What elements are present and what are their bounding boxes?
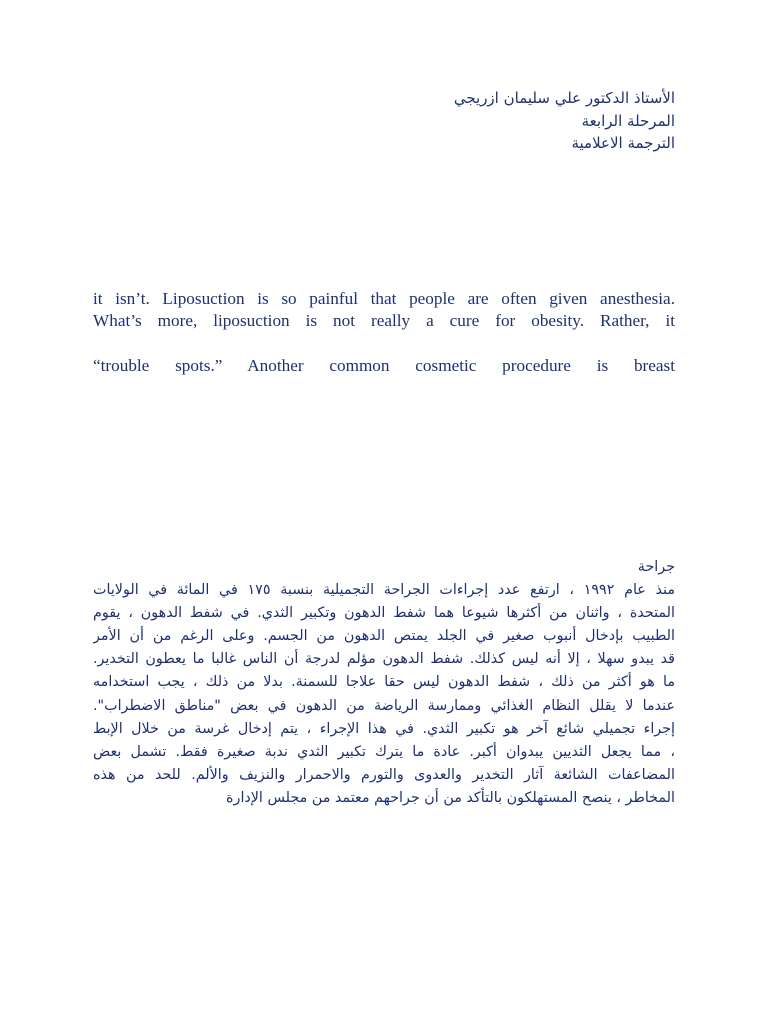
professor-name: الأستاذ الدكتور علي سليمان ازريجي [453, 89, 675, 107]
course-title: الترجمة الاعلامية [571, 134, 675, 152]
arabic-line: عندما لا يقلل النظام الغذائي وممارسة الرياضة من الدهون في بعض "مناطق الاضطراب". [93, 697, 675, 714]
author-header [275, 87, 675, 155]
english-line: What’s more, liposuction is not really a cure for obesity. Rather, it [93, 311, 675, 330]
arabic-line: قد يبدو سهلا ، إلا أنه ليس كذلك. شفط الدهون مؤلم لدرجة أن الناس غالبا ما يعطون التخدير. [93, 651, 675, 668]
arabic-line: المخاطر ، ينصح المستهلكون بالتأكد من أن جراحهم معتمد من مجلس الإدارة [226, 789, 675, 806]
arabic-line: ما هو أكثر من ذلك ، شفط الدهون ليس حقا علاجا للسمنة. بدلا من ذلك ، يجب استخدامه [93, 674, 675, 691]
arabic-line: الطبيب بإدخال أنبوب صغير في الجلد يمتص الدهون من الجسم. وعلى الرغم من أن الأمر [93, 628, 675, 645]
arabic-line: إجراء تجميلي شائع آخر هو تكبير الثدي. في هذا الإجراء ، يتم إدخال غرسة من خلال الإبط [93, 720, 675, 737]
english-line: “trouble spots.” Another common cosmetic procedure is breast [93, 356, 675, 375]
arabic-line: المتحدة ، واثنان من أكثرها شيوعا هما شفط الدهون وتكبير الثدي. في شفط الدهون ، يقوم [93, 605, 675, 622]
academic-stage: المرحلة الرابعة [581, 111, 675, 130]
arabic-translation [93, 556, 675, 810]
english-line-gap [93, 332, 675, 355]
arabic-heading: جراحة [637, 559, 675, 575]
english-line: it isn’t. Liposuction is so painful that people are often given anesthesia. [93, 289, 675, 308]
english-source-text [93, 288, 675, 377]
arabic-line: ، مما يجعل الثديين يبدوان أكبر. عادة ما يترك تكبير الثدي ندبة صغيرة فقط. تشمل بعض [93, 743, 675, 760]
arabic-line: منذ عام ١٩٩٢ ، ارتفع عدد إجراءات الجراحة التجميلية بنسبة ١٧٥ في المائة في الولايات [93, 582, 675, 599]
arabic-line: المضاعفات الشائعة آثار التخدير والعدوى والتورم والاحمرار والنزيف والألم. للحد من هذه [93, 766, 675, 783]
